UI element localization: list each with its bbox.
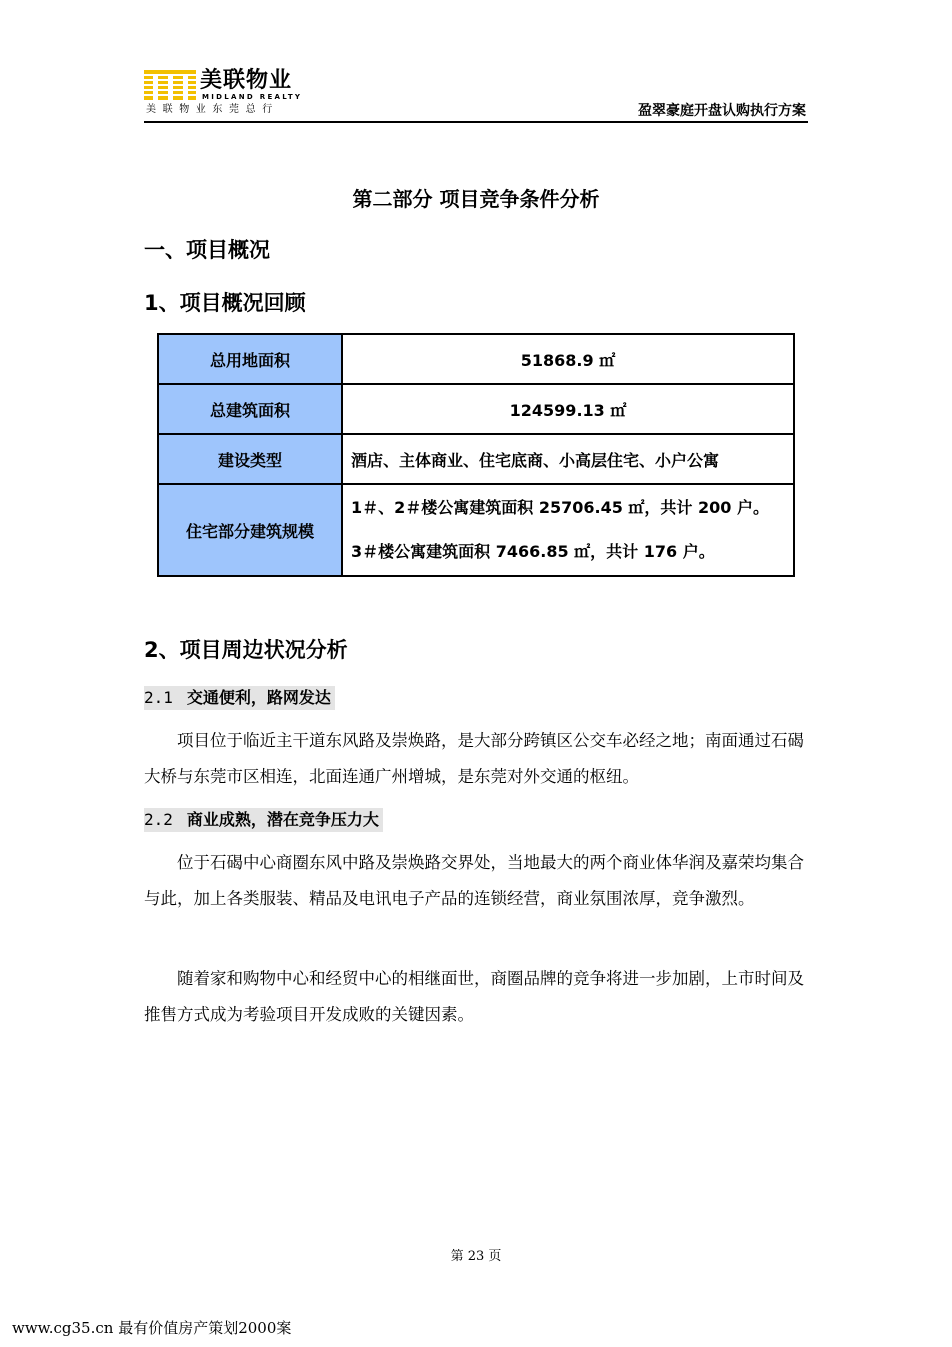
table-label: 建设类型 <box>158 434 342 484</box>
subsection-text: 交通便利，路网发达 <box>186 688 331 707</box>
table-value <box>342 484 794 576</box>
subsection-number: 2.1 <box>144 688 173 707</box>
document-title: 盈翠豪庭开盘认购执行方案 <box>638 103 806 119</box>
project-overview-table <box>157 333 795 577</box>
subsection-number: 2.2 <box>144 810 173 829</box>
table-value-line: 3＃楼公寓建筑面积 7466.85 ㎡，共计 176 户。 <box>351 542 715 561</box>
part-title: 第二部分 项目竞争条件分析 <box>352 187 600 211</box>
table-row <box>158 484 794 576</box>
section-title-overview: 一、项目概况 <box>144 238 270 262</box>
page-header <box>144 66 808 124</box>
midland-logo-icon <box>144 70 196 100</box>
section-title-review: 1、项目概况回顾 <box>144 291 306 315</box>
table-label: 总用地面积 <box>158 334 342 384</box>
table-value: 51868.9 ㎡ <box>342 334 794 384</box>
paragraph-traffic: 项目位于临近主干道东风路及崇焕路，是大部分跨镇区公交车必经之地；南面通过石碣大桥与东莞市区相连，北面连通广州增城，是东莞对外交通的枢纽。 <box>144 731 804 786</box>
paragraph-commerce: 位于石碣中心商圈东风中路及崇焕路交界处，当地最大的两个商业体华润及嘉荣均集合与此，加上各类服装、精品及电讯电子产品的连锁经营，商业氛围浓厚，竞争激烈。 <box>144 853 804 908</box>
subsection-title-commerce <box>144 808 383 832</box>
table-value-line: 1＃、2＃楼公寓建筑面积 25706.45 ㎡，共计 200 户。 <box>351 498 769 517</box>
subsection-title-traffic <box>144 686 335 710</box>
table-row <box>158 434 794 484</box>
logo-english-name: MIDLAND REALTY <box>202 93 303 101</box>
footer-watermark-text: www.cg35.cn 最有价值房产策划2000案 <box>12 1319 292 1337</box>
table-label: 总建筑面积 <box>158 384 342 434</box>
table-label: 住宅部分建筑规模 <box>158 484 342 576</box>
subsection-text: 商业成熟，潜在竞争压力大 <box>186 810 379 829</box>
table-row <box>158 334 794 384</box>
paragraph-competition: 随着家和购物中心和经贸中心的相继面世，商圈品牌的竞争将进一步加剧，上市时间及推售方式成为考验项目开发成败的关键因素。 <box>144 969 804 1024</box>
logo-subtitle: 美联物业东莞总行 <box>146 104 279 115</box>
section-title-surroundings: 2、项目周边状况分析 <box>144 638 348 662</box>
table-value: 酒店、主体商业、住宅底商、小高层住宅、小户公寓 <box>342 434 794 484</box>
table-row <box>158 384 794 434</box>
table-value: 124599.13 ㎡ <box>342 384 794 434</box>
midland-logo <box>144 68 314 118</box>
logo-name: 美联物业 <box>200 68 293 93</box>
header-divider <box>144 121 808 123</box>
page-number: 第 23 页 <box>450 1249 502 1264</box>
